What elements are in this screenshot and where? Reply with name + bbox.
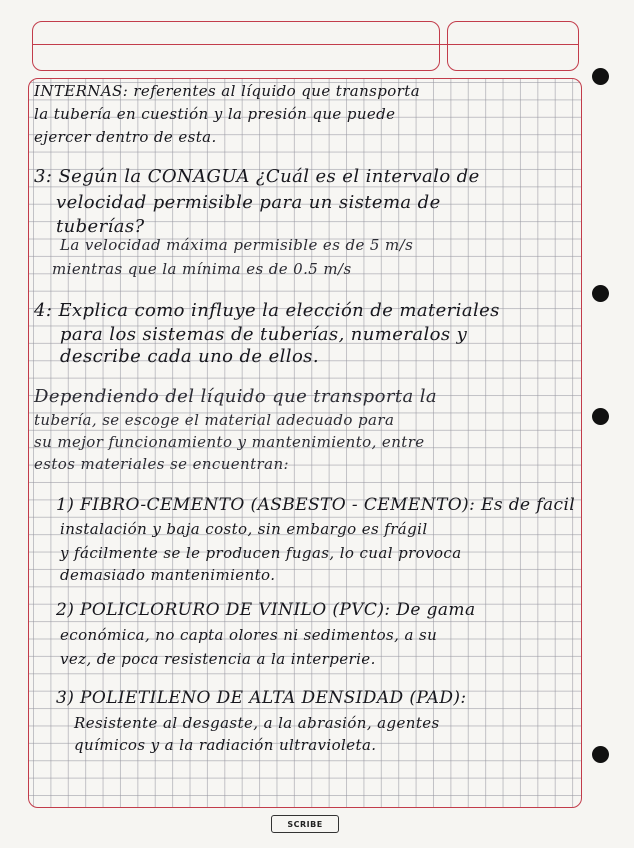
answer-line: mientras que la mínima es de 0.5 m/s <box>52 260 352 278</box>
material-desc-line: Resistente al desgaste, a la abrasión, agentes <box>74 714 440 732</box>
material-desc-line: económica, no capta olores ni sedimentos, a su <box>60 626 438 644</box>
brand-logo-text: SCRIBE <box>287 819 323 829</box>
question-line: para los sistemas de tuberías, numeralos y <box>60 324 468 345</box>
material-desc-line: vez, de poca resistencia a la interperie. <box>60 650 376 668</box>
note-line: ejercer dentro de esta. <box>34 128 217 146</box>
material-desc-line: instalación y baja costo, sin embargo es frágil <box>60 520 428 538</box>
material-desc-line: y fácilmente se le producen fugas, lo cual provoca <box>60 544 462 562</box>
note-line: INTERNAS: referentes al líquido que transporta <box>34 82 421 100</box>
header-field-left <box>32 21 440 71</box>
answer-line: su mejor funcionamiento y mantenimiento, entre <box>34 433 425 451</box>
material-desc-line: demasiado mantenimiento. <box>60 566 276 584</box>
question-line: 4: Explica como influye la elección de materiales <box>34 300 500 321</box>
binder-hole <box>592 746 609 763</box>
answer-line: estos materiales se encuentran: <box>34 455 289 473</box>
material-desc-line: químicos y a la radiación ultravioleta. <box>74 736 377 754</box>
material-title: 1) FIBRO-CEMENTO (ASBESTO - CEMENTO): Es de facil <box>56 495 576 515</box>
brand-logo <box>271 815 339 833</box>
question-line: 3: Según la CONAGUA ¿Cuál es el intervalo de <box>34 166 480 187</box>
question-line: velocidad permisible para un sistema de <box>56 192 441 213</box>
binder-hole <box>592 68 609 85</box>
question-line: tuberías? <box>56 216 145 237</box>
header-rule <box>32 44 578 45</box>
answer-line: tubería, se escoge el material adecuado para <box>34 411 395 429</box>
material-title: 3) POLIETILENO DE ALTA DENSIDAD (PAD): <box>56 688 467 708</box>
question-line: describe cada uno de ellos. <box>60 346 319 367</box>
binder-hole <box>592 285 609 302</box>
material-title: 2) POLICLORURO DE VINILO (PVC): De gama <box>56 600 476 620</box>
answer-line: Dependiendo del líquido que transporta la <box>34 386 438 407</box>
binder-hole <box>592 408 609 425</box>
answer-line: La velocidad máxima permisible es de 5 m/s <box>60 236 414 254</box>
note-line: la tubería en cuestión y la presión que puede <box>34 105 396 123</box>
header-field-right <box>447 21 579 71</box>
